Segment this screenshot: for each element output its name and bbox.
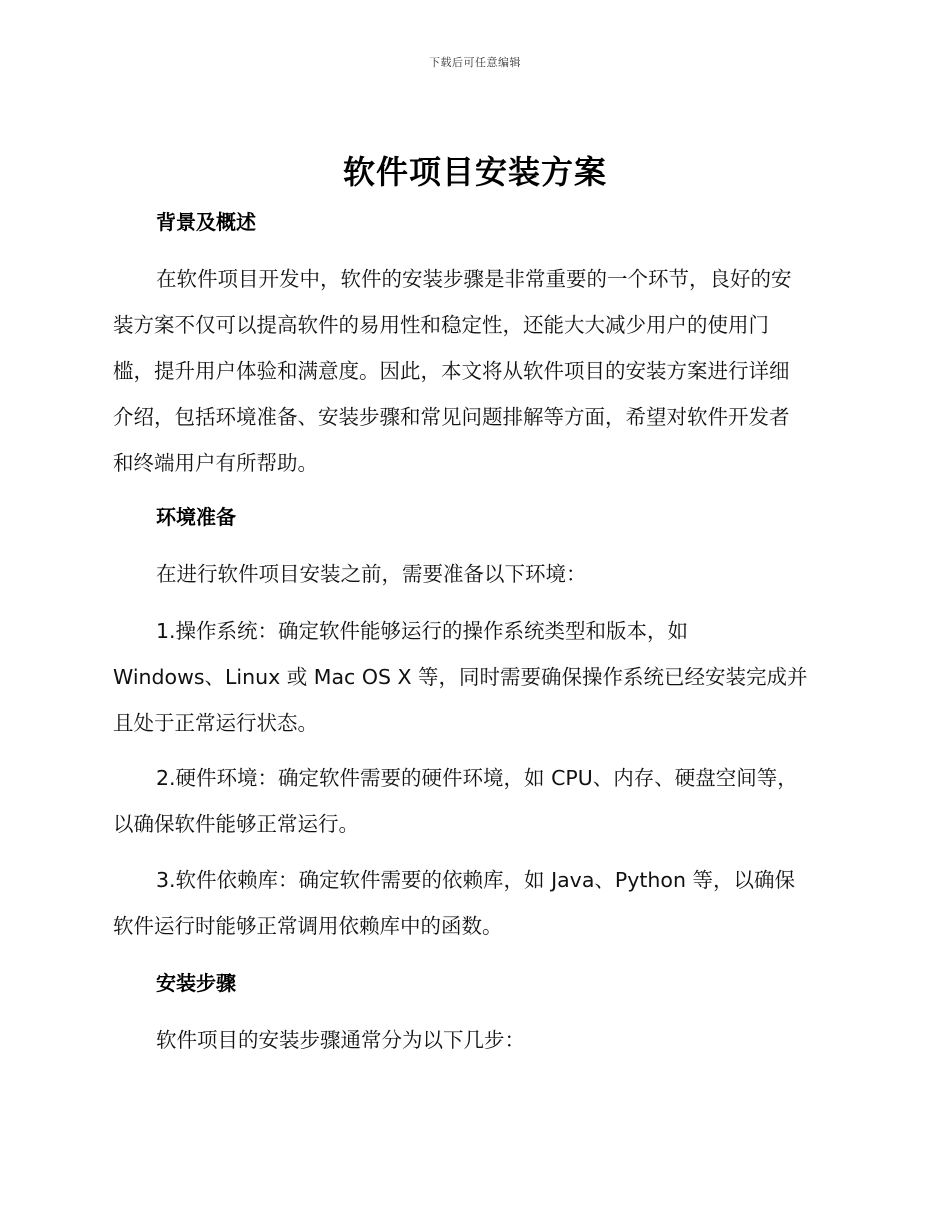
paragraph-line: 介绍，包括环境准备、安装步骤和常见问题排解等方面，希望对软件开发者 [113, 405, 790, 429]
paragraph-line: 1.操作系统：确定软件能够运行的操作系统类型和版本，如 [156, 619, 689, 643]
list-item-operating-system [113, 608, 830, 746]
paragraph-background [113, 256, 830, 486]
paragraph-line: 和终端用户有所帮助。 [113, 451, 318, 475]
paragraph-line: 软件运行时能够正常调用依赖库中的函数。 [113, 914, 503, 938]
paragraph-install-steps-intro [113, 1017, 830, 1063]
paragraph-line: 3.软件依赖库：确定软件需要的依赖库，如 Java、Python 等，以确保 [156, 868, 795, 892]
section-heading-environment: 环境准备 [156, 505, 236, 529]
paragraph-line: Windows、Linux 或 Mac OS X 等，同时需要确保操作系统已经安装完成并 [113, 665, 808, 689]
paragraph-line: 以确保软件能够正常运行。 [113, 812, 359, 836]
paragraph-line: 装方案不仅可以提高软件的易用性和稳定性，还能大大减少用户的使用门 [113, 313, 769, 337]
list-item-hardware [113, 755, 830, 847]
document-title: 软件项目安装方案 [342, 153, 607, 191]
paragraph-line: 在进行软件项目安装之前，需要准备以下环境： [156, 562, 587, 586]
paragraph-line: 2.硬件环境：确定软件需要的硬件环境，如 CPU、内存、硬盘空间等， [156, 766, 798, 790]
paragraph-line: 在软件项目开发中，软件的安装步骤是非常重要的一个环节，良好的安 [156, 267, 792, 291]
list-item-dependencies [113, 857, 830, 949]
paragraph-environment-intro [113, 551, 830, 597]
section-heading-background: 背景及概述 [156, 210, 256, 234]
paragraph-line: 槛，提升用户体验和满意度。因此，本文将从软件项目的安装方案进行详细 [113, 359, 790, 383]
paragraph-line: 软件项目的安装步骤通常分为以下几步： [156, 1028, 525, 1052]
page-header-note: 下载后可任意编辑 [429, 56, 521, 69]
section-heading-install-steps: 安装步骤 [156, 971, 236, 995]
paragraph-line: 且处于正常运行状态。 [113, 711, 318, 735]
